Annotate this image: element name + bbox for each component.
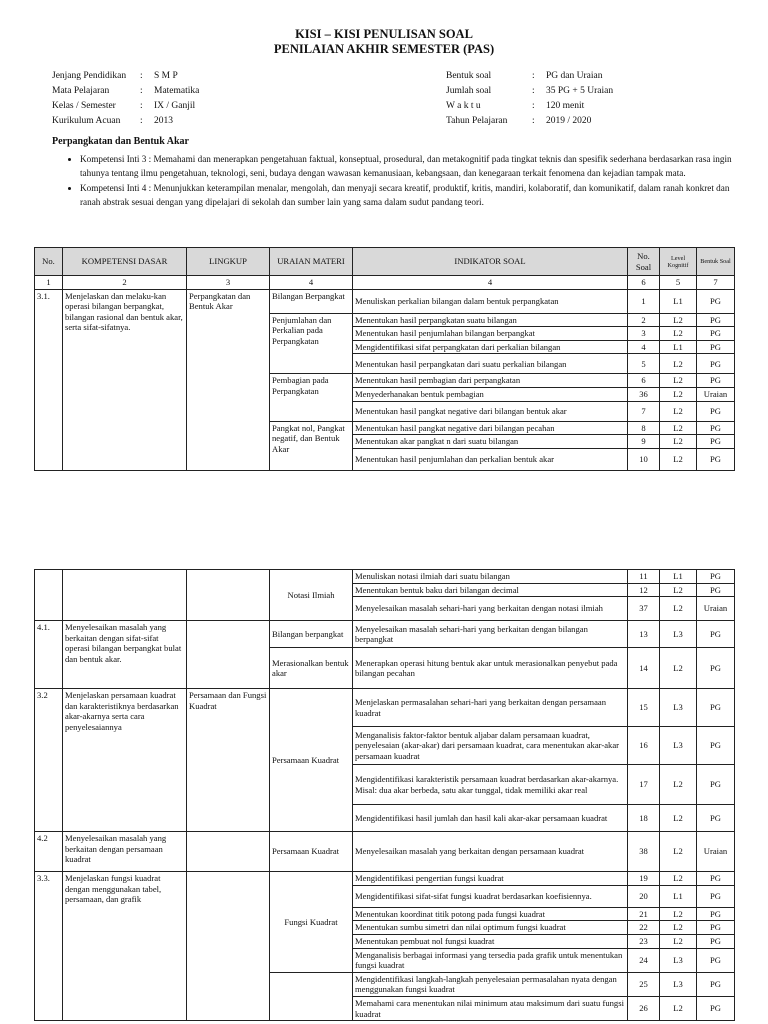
level-kognitif-cell: L2 (660, 327, 697, 341)
nomor-soal-cell: 22 (628, 921, 660, 935)
indikator-cell: Menentukan hasil perpangkatan suatu bilangan (353, 313, 628, 327)
kisi-table-page2 (34, 569, 735, 1021)
meta-colon: : (532, 116, 535, 126)
document-subtitle: PENILAIAN AKHIR SEMESTER (PAS) (273, 42, 495, 56)
header-bentuk: Bentuk Soal (697, 248, 735, 276)
uraian-materi-cell: Bilangan berpangkat (270, 621, 353, 648)
indikator-cell: Menuliskan notasi ilmiah dari suatu bilangan (353, 570, 628, 584)
bentuk-soal-cell: PG (697, 448, 735, 470)
level-kognitif-cell: L2 (660, 597, 697, 621)
level-kognitif-cell: L1 (660, 289, 697, 313)
nomor-soal-cell: 6 (628, 374, 660, 388)
indikator-cell: Menentukan bentuk baku dari bilangan decimal (353, 583, 628, 597)
meta-row (52, 114, 199, 129)
level-kognitif-cell: L2 (660, 765, 697, 805)
indikator-cell: Menentukan hasil perpangkatan dari suatu perkalian bilangan (353, 354, 628, 374)
nomor-soal-cell: 25 (628, 972, 660, 996)
indikator-cell: Menyelesaikan masalah sehari-hari yang berkaitan dengan bilangan berpangkat (353, 621, 628, 648)
meta-row (52, 69, 199, 84)
bentuk-soal-cell: PG (697, 435, 735, 449)
indikator-cell: Menyelesaikan masalah sehari-hari yang berkaitan dengan notasi ilmiah (353, 597, 628, 621)
bentuk-soal-cell: PG (697, 401, 735, 421)
meta-value: PG dan Uraian (546, 71, 603, 81)
header-level: Level Kognitif (660, 248, 697, 276)
nomor-soal-cell: 37 (628, 597, 660, 621)
nomor-soal-cell: 7 (628, 401, 660, 421)
empty-no-cell (35, 570, 63, 621)
meta-value: Matematika (154, 86, 200, 96)
level-kognitif-cell: L2 (660, 387, 697, 401)
meta-colon: : (532, 71, 535, 81)
meta-label: Bentuk soal (446, 71, 492, 81)
level-kognitif-cell: L2 (660, 832, 697, 872)
nomor-soal-cell: 19 (628, 872, 660, 886)
indikator-cell: Memahami cara menentukan nilai minimum atau maksimum dari suatu fungsi kuadrat (353, 996, 628, 1020)
indikator-cell: Mengidentifikasi langkah-langkah penyelesaian permasalahan nyata dengan menggunakan fungsi kuadrat (353, 972, 628, 996)
kompetensi-inti-3: • Kompetensi Inti 3 : Memahami dan menerapkan pengetahuan faktual, konseptual, prosedural, dan metakognitif pada tingkat teknis dan spesifik sederhana berdasarkan rasa ingin tahunya tentang ilmu pengetahuan, teknologi, seni, budaya dengan wawasan kemanusiaan, kebangsaan, dan kenegaraan terkait fenomena dan kejadian tampak mata. (80, 153, 740, 180)
kd-number-cell: 3.2 (35, 689, 63, 832)
nomor-soal-cell: 18 (628, 805, 660, 832)
uraian-materi-cell: Merasionalkan bentuk akar (270, 648, 353, 689)
bentuk-soal-cell: PG (697, 689, 735, 727)
level-kognitif-cell: L3 (660, 972, 697, 996)
meta-colon: : (140, 71, 143, 81)
indikator-cell: Menjelaskan permasalahan sehari-hari yang berkaitan dengan persamaan kuadrat (353, 689, 628, 727)
col-num: 4 (353, 276, 628, 290)
meta-value: 120 menit (546, 101, 585, 111)
nomor-soal-cell: 26 (628, 996, 660, 1020)
indikator-cell: Menentukan koordinat titik potong pada fungsi kuadrat (353, 907, 628, 921)
column-number-row (35, 276, 735, 290)
indikator-cell: Mengidentifikasi pengertian fungsi kuadrat (353, 872, 628, 886)
meta-row (52, 99, 199, 114)
bentuk-soal-cell: PG (697, 885, 735, 907)
bentuk-soal-cell: PG (697, 583, 735, 597)
bentuk-soal-cell: PG (697, 972, 735, 996)
meta-row (446, 114, 613, 129)
level-kognitif-cell: L2 (660, 996, 697, 1020)
uraian-materi-cell: Fungsi Kuadrat (270, 872, 353, 973)
table-row (35, 689, 735, 727)
nomor-soal-cell: 8 (628, 421, 660, 435)
level-kognitif-cell: L2 (660, 907, 697, 921)
section-title: Perpangkatan dan Bentuk Akar (52, 136, 189, 147)
indikator-cell: Mengidentifikasi sifat perpangkatan dari perkalian bilangan (353, 340, 628, 354)
meta-colon: : (140, 101, 143, 111)
nomor-soal-cell: 11 (628, 570, 660, 584)
meta-row (446, 69, 613, 84)
bentuk-soal-cell: PG (697, 934, 735, 948)
col-num: 7 (697, 276, 735, 290)
indikator-cell: Menentukan hasil pangkat negative dari bilangan bentuk akar (353, 401, 628, 421)
uraian-materi-cell: Pangkat nol, Pangkat negatif, dan Bentuk Akar (270, 421, 353, 470)
meta-label: Kurikulum Acuan (52, 116, 121, 126)
level-kognitif-cell: L2 (660, 401, 697, 421)
bentuk-soal-cell: Uraian (697, 387, 735, 401)
nomor-soal-cell: 14 (628, 648, 660, 689)
level-kognitif-cell: L2 (660, 921, 697, 935)
uraian-materi-cell: Notasi Ilmiah (270, 570, 353, 621)
nomor-soal-cell: 24 (628, 948, 660, 972)
table-row (35, 289, 735, 313)
indikator-cell: Menuliskan perkalian bilangan dalam bentuk perpangkatan (353, 289, 628, 313)
bentuk-soal-cell: PG (697, 289, 735, 313)
level-kognitif-cell: L2 (660, 435, 697, 449)
nomor-soal-cell: 36 (628, 387, 660, 401)
nomor-soal-cell: 17 (628, 765, 660, 805)
bentuk-soal-cell: PG (697, 765, 735, 805)
empty-materi-cell (270, 972, 353, 1020)
level-kognitif-cell: L2 (660, 648, 697, 689)
bentuk-soal-cell: PG (697, 570, 735, 584)
indikator-cell: Menganalisis faktor-faktor bentuk aljabar dalam persamaan kuadrat, penyelesaian (akar-akar) dari persamaan kuadrat, cara menentukan akar-akar persamaan kuadrat (353, 727, 628, 765)
meta-label: W a k t u (446, 101, 481, 111)
indikator-cell: Menyelesaikan masalah yang berkaitan dengan persamaan kuadrat (353, 832, 628, 872)
level-kognitif-cell: L2 (660, 805, 697, 832)
bentuk-soal-cell: PG (697, 340, 735, 354)
header-kd: KOMPETENSI DASAR (63, 248, 187, 276)
uraian-materi-cell: Penjumlahan dan Perkalian pada Perpangkatan (270, 313, 353, 374)
nomor-soal-cell: 38 (628, 832, 660, 872)
bentuk-soal-cell: PG (697, 727, 735, 765)
empty-lingkup-cell (187, 621, 270, 689)
kisi-table-page1 (34, 247, 735, 471)
kd-number-cell: 4.2 (35, 832, 63, 872)
meta-value: IX / Ganjil (154, 101, 196, 111)
empty-kd-cell (63, 570, 187, 621)
meta-right (446, 69, 613, 129)
col-num: 2 (63, 276, 187, 290)
kd-number-cell: 3.3. (35, 872, 63, 1021)
indikator-cell: Menentukan hasil penjumlahan bilangan berpangkat (353, 327, 628, 341)
col-num: 1 (35, 276, 63, 290)
kd-number-cell: 3.1. (35, 289, 63, 470)
level-kognitif-cell: L3 (660, 689, 697, 727)
nomor-soal-cell: 15 (628, 689, 660, 727)
meta-row (446, 84, 613, 99)
nomor-soal-cell: 9 (628, 435, 660, 449)
meta-colon: : (532, 86, 535, 96)
kd-number-cell: 4.1. (35, 621, 63, 689)
table-row (35, 832, 735, 872)
lingkup-cell: Persamaan dan Fungsi Kuadrat (187, 689, 270, 832)
table-row (35, 570, 735, 584)
indikator-cell: Mengidentifikasi sifat-sifat fungsi kuadrat berdasarkan koefisiennya. (353, 885, 628, 907)
level-kognitif-cell: L2 (660, 583, 697, 597)
meta-row (52, 84, 199, 99)
empty-lingkup-cell (187, 872, 270, 1021)
nomor-soal-cell: 10 (628, 448, 660, 470)
lingkup-cell: Perpangkatan dan Bentuk Akar (187, 289, 270, 470)
level-kognitif-cell: L2 (660, 872, 697, 886)
indikator-cell: Menentukan pembuat nol fungsi kuadrat (353, 934, 628, 948)
level-kognitif-cell: L1 (660, 570, 697, 584)
bentuk-soal-cell: PG (697, 421, 735, 435)
indikator-cell: Mengidentifikasi hasil jumlah dan hasil kali akar-akar persamaan kuadrat (353, 805, 628, 832)
indikator-cell: Menerapkan operasi hitung bentuk akar untuk merasionalkan penyebut pada bilangan pecahan (353, 648, 628, 689)
col-num: 3 (187, 276, 270, 290)
indikator-cell: Menyederhanakan bentuk pembagian (353, 387, 628, 401)
header-uraian: URAIAN MATERI (270, 248, 353, 276)
header-no: No. (35, 248, 63, 276)
meta-value: 35 PG + 5 Uraian (546, 86, 614, 96)
nomor-soal-cell: 3 (628, 327, 660, 341)
level-kognitif-cell: L3 (660, 727, 697, 765)
nomor-soal-cell: 13 (628, 621, 660, 648)
level-kognitif-cell: L3 (660, 621, 697, 648)
nomor-soal-cell: 2 (628, 313, 660, 327)
meta-value: 2013 (154, 116, 173, 126)
empty-lingkup-cell (187, 570, 270, 621)
kompetensi-inti-list (62, 153, 740, 211)
kompetensi-inti-4: • Kompetensi Inti 4 : Menunjukkan keterampilan menalar, mengolah, dan menyaji secara kreatif, produktif, kritis, mandiri, kolaboratif, dan komunikatif, dalam ranah konkret dan ranah abstrak sesuai dengan yang dipelajari di sekolah dan sumber lain yang sama dalam sudut pandang teori. (80, 182, 740, 209)
nomor-soal-cell: 20 (628, 885, 660, 907)
bentuk-soal-cell: PG (697, 327, 735, 341)
level-kognitif-cell: L2 (660, 313, 697, 327)
level-kognitif-cell: L2 (660, 354, 697, 374)
bentuk-soal-cell: Uraian (697, 832, 735, 872)
header-indikator: INDIKATOR SOAL (353, 248, 628, 276)
kompetensi-dasar-cell: Menyelesaikan masalah yang berkaitan dengan sifat-sifat operasi bilangan berpangkat bulat dan bentuk akar. (63, 621, 187, 689)
table-row (35, 621, 735, 648)
level-kognitif-cell: L2 (660, 448, 697, 470)
kompetensi-dasar-cell: Menyelesaikan masalah yang berkaitan dengan persamaan kuadrat (63, 832, 187, 872)
meta-left (52, 69, 199, 129)
bentuk-soal-cell: PG (697, 354, 735, 374)
meta-label: Mata Pelajaran (52, 86, 110, 96)
meta-colon: : (140, 116, 143, 126)
bentuk-soal-cell: PG (697, 872, 735, 886)
uraian-materi-cell: Persamaan Kuadrat (270, 832, 353, 872)
indikator-cell: Menentukan akar pangkat n dari suatu bilangan (353, 435, 628, 449)
kompetensi-dasar-cell: Menjelaskan fungsi kuadrat dengan menggunakan tabel, persamaan, dan grafik (63, 872, 187, 1021)
bentuk-soal-cell: PG (697, 907, 735, 921)
level-kognitif-cell: L3 (660, 948, 697, 972)
meta-row (446, 99, 613, 114)
bentuk-soal-cell: PG (697, 374, 735, 388)
level-kognitif-cell: L2 (660, 934, 697, 948)
level-kognitif-cell: L1 (660, 340, 697, 354)
col-num: 4 (270, 276, 353, 290)
meta-colon: : (532, 101, 535, 111)
level-kognitif-cell: L2 (660, 421, 697, 435)
indikator-cell: Menganalisis berbagai informasi yang tersedia pada grafik untuk menentukan fungsi kuadrat (353, 948, 628, 972)
bentuk-soal-cell: PG (697, 996, 735, 1020)
header-nosoal: No. Soal (628, 248, 660, 276)
bentuk-soal-cell: PG (697, 805, 735, 832)
empty-lingkup-cell (187, 832, 270, 872)
nomor-soal-cell: 16 (628, 727, 660, 765)
bentuk-soal-cell: PG (697, 621, 735, 648)
level-kognitif-cell: L2 (660, 374, 697, 388)
kompetensi-dasar-cell: Menjelaskan dan melaku-kan operasi bilangan berpangkat, bilangan rasional dan bentuk akar, serta sifat-sifatnya. (63, 289, 187, 470)
nomor-soal-cell: 4 (628, 340, 660, 354)
nomor-soal-cell: 5 (628, 354, 660, 374)
bentuk-soal-cell: PG (697, 921, 735, 935)
kompetensi-dasar-cell: Menjelaskan persamaan kuadrat dan karakteristiknya berdasarkan akar-akarnya serta cara penyelesaiannya (63, 689, 187, 832)
nomor-soal-cell: 12 (628, 583, 660, 597)
uraian-materi-cell: Persamaan Kuadrat (270, 689, 353, 832)
meta-value: S M P (154, 71, 178, 81)
uraian-materi-cell: Pembagian pada Perpangkatan (270, 374, 353, 421)
level-kognitif-cell: L1 (660, 885, 697, 907)
uraian-materi-cell: Bilangan Berpangkat (270, 289, 353, 313)
col-num: 6 (628, 276, 660, 290)
indikator-cell: Menentukan hasil pangkat negative dari bilangan pecahan (353, 421, 628, 435)
document-title: KISI – KISI PENULISAN SOAL (295, 27, 473, 41)
indikator-cell: Menentukan hasil pembagian dari perpangkatan (353, 374, 628, 388)
meta-label: Tahun Pelajaran (446, 116, 508, 126)
bentuk-soal-cell: PG (697, 948, 735, 972)
bentuk-soal-cell: PG (697, 648, 735, 689)
indikator-cell: Mengidentifikasi karakteristik persamaan kuadrat berdasarkan akar-akarnya. Misal: dua akar berbeda, satu akar tunggal, tidak memiliki akar real (353, 765, 628, 805)
meta-colon: : (140, 86, 143, 96)
nomor-soal-cell: 21 (628, 907, 660, 921)
meta-label: Kelas / Semester (52, 101, 116, 111)
indikator-cell: Menentukan sumbu simetri dan nilai optimum fungsi kuadrat (353, 921, 628, 935)
indikator-cell: Menentukan hasil penjumlahan dan perkalian bentuk akar (353, 448, 628, 470)
bentuk-soal-cell: PG (697, 313, 735, 327)
header-lingkup: LINGKUP (187, 248, 270, 276)
table-row (35, 872, 735, 886)
meta-value: 2019 / 2020 (546, 116, 592, 126)
nomor-soal-cell: 1 (628, 289, 660, 313)
nomor-soal-cell: 23 (628, 934, 660, 948)
meta-label: Jumlah soal (446, 86, 492, 96)
meta-label: Jenjang Pendidikan (52, 71, 127, 81)
bentuk-soal-cell: Uraian (697, 597, 735, 621)
col-num: 5 (660, 276, 697, 290)
